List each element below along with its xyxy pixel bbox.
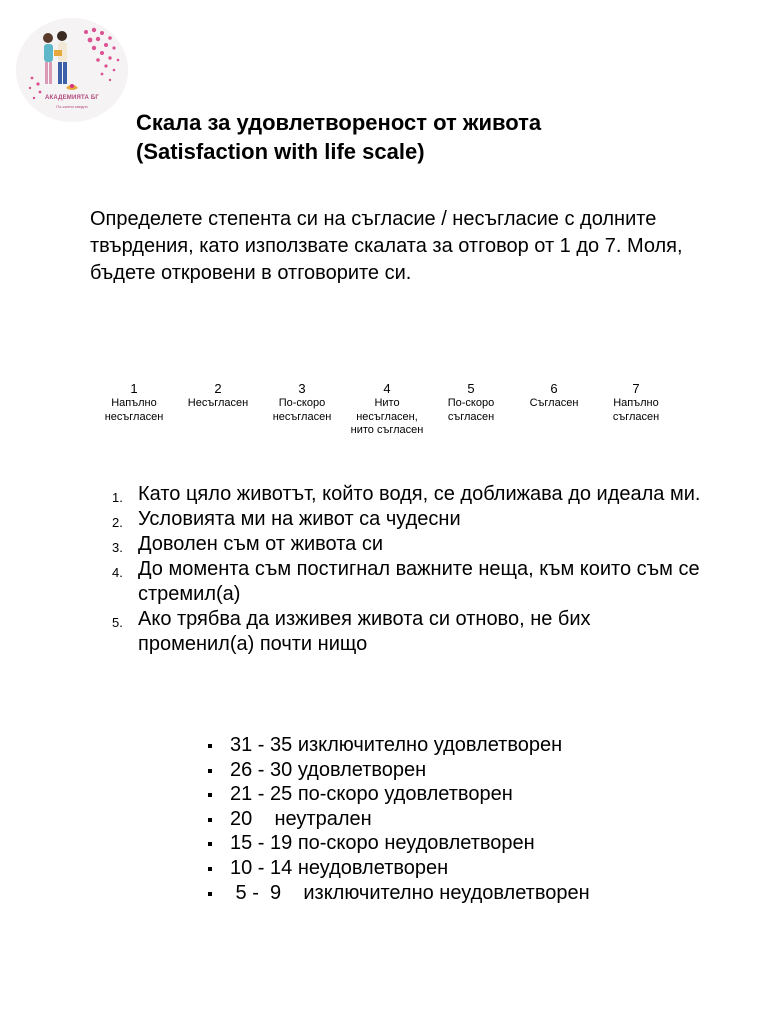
scale-option-3 [260, 380, 344, 424]
scale-option-2 [176, 380, 260, 411]
logo-tagline: По-силни заедно [56, 104, 88, 109]
item-text: До момента съм постигнал важните неща, към които съм се стремил(а) [138, 558, 700, 605]
scale-label: Съгласен [529, 397, 579, 409]
score-band: 5 - 9 изключително неудовлетворен [206, 881, 746, 906]
scale-value: 2 [214, 381, 222, 396]
response-scale [0, 380, 768, 460]
score-band: 20 неутрален [206, 807, 746, 832]
scale-label: Несъгласен [187, 397, 249, 409]
score-band: 31 - 35 изключително удовлетворен [206, 733, 746, 758]
item-text: Като цяло животът, който водя, се доближава до идеала ми. [138, 483, 701, 505]
logo-name: АКАДЕМИЯТА БГ [44, 95, 100, 101]
scale-label: По-скоро съгласен [447, 397, 495, 423]
scale-label: Напълно съгласен [612, 397, 660, 423]
item-number: 1. [112, 490, 123, 505]
scale-option-1 [92, 380, 176, 424]
scale-value: 3 [298, 381, 306, 396]
scale-value: 5 [467, 381, 475, 396]
item-number: 4. [112, 565, 123, 580]
score-interpretation-list [206, 733, 746, 905]
scale-value: 4 [383, 381, 391, 396]
score-band: 10 - 14 неудовлетворен [206, 856, 746, 881]
item-text: Условията ми на живот са чудесни [138, 508, 461, 530]
scale-label: Напълно несъгласен [104, 397, 164, 423]
item-number: 2. [112, 515, 123, 530]
item-number: 5. [112, 615, 123, 630]
list-item [108, 507, 708, 532]
scale-option-7 [594, 380, 678, 424]
scale-option-5 [429, 380, 513, 424]
list-item [108, 607, 708, 657]
scale-option-6 [512, 380, 596, 411]
scale-label: Нито несъгласен, нито съгласен [350, 397, 424, 436]
page-title [136, 108, 736, 166]
scale-value: 7 [632, 381, 640, 396]
statements-list [108, 482, 708, 657]
scale-option-4 [345, 380, 429, 438]
item-text: Доволен съм от живота си [138, 533, 383, 555]
instructions-text: Определете степента си на съгласие / несъгласие с долните твърдения, като използвате скалата за отговор от 1 до 7. Моля, бъдете откровени в отговорите си. [90, 208, 683, 284]
list-item [108, 532, 708, 557]
score-band: 26 - 30 удовлетворен [206, 758, 746, 783]
scale-label: По-скоро несъгласен [272, 397, 332, 423]
academy-logo [16, 18, 128, 122]
list-item [108, 557, 708, 607]
score-band: 21 - 25 по-скоро удовлетворен [206, 782, 746, 807]
scale-value: 6 [550, 381, 558, 396]
title-line-1: Скала за удовлетвореност от живота [136, 110, 542, 135]
scale-value: 1 [130, 381, 138, 396]
list-item [108, 482, 708, 507]
item-text: Ако трябва да изживея живота си отново, не бих променил(а) почти нищо [138, 608, 591, 655]
score-band: 15 - 19 по-скоро неудовлетворен [206, 831, 746, 856]
title-line-2: (Satisfaction with life scale) [136, 139, 425, 164]
item-number: 3. [112, 540, 123, 555]
